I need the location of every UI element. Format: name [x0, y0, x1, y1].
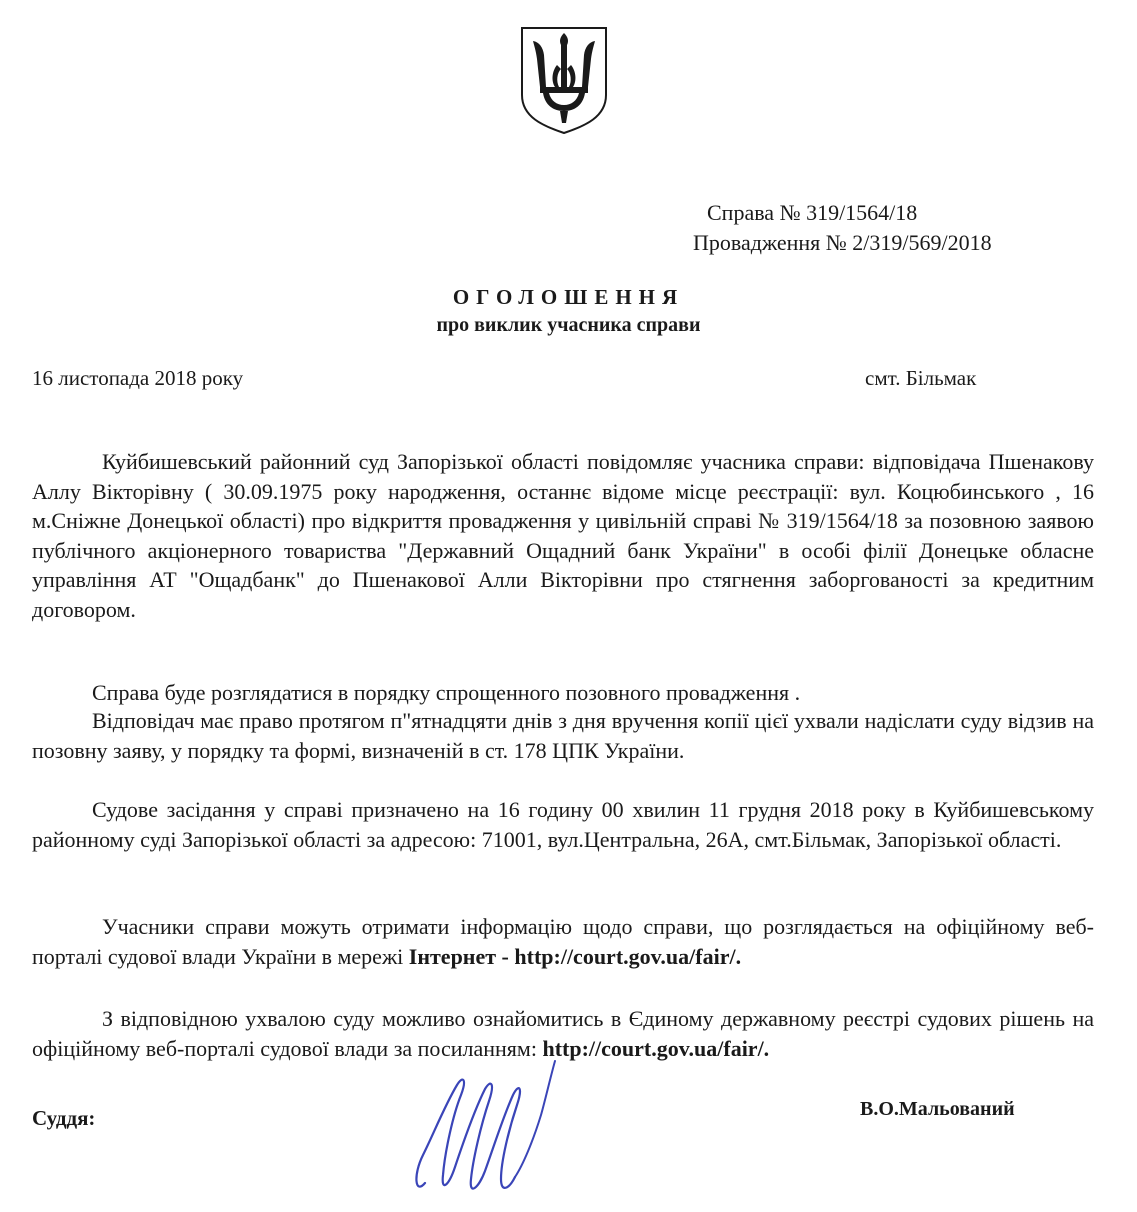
internet-link-text: Інтернет - http://court.gov.ua/fair/. [408, 943, 742, 969]
judge-name: В.О.Мальований [860, 1098, 1015, 1120]
paragraph-hearing: Судове засідання у справі призначено на 16 годину 00 хвилин 11 грудня 2018 року в Куйбишевському районному суді Запорізької області за адресою: 71001, вул.Центральна, 26А, смт.Більмак, Запорізької області. [32, 797, 1094, 852]
document-title: ОГОЛОШЕННЯ [452, 285, 685, 309]
judge-label: Суддя: [32, 1106, 96, 1130]
document-subtitle: про виклик учасника справи [436, 314, 701, 336]
paragraph-procedure: Справа буде розглядатися в порядку спрощенного позовного провадження . [92, 680, 801, 705]
paragraph-registry-text: З відповідною ухвалою суду можливо ознайомитись в Єдиному державному реєстрі судових рішень на офіційному веб-порталі судової влади за посиланням: [32, 1006, 1094, 1061]
proceeding-number: Провадження № 2/319/569/2018 [693, 230, 992, 255]
document-place: смт. Більмак [865, 366, 977, 390]
handwritten-signature-icon [405, 1055, 565, 1205]
registry-link-text: http://court.gov.ua/fair/. [542, 1035, 770, 1061]
document-date: 16 листопада 2018 року [32, 366, 244, 390]
paragraph-info-text: Учасники справи можуть отримати інформацію щодо справи, що розглядається на офіційному веб-порталі судової влади України в мережі [32, 914, 1094, 969]
paragraph-info [32, 912, 1094, 971]
trident-emblem-icon [519, 25, 609, 135]
paragraph-notice: Куйбишевський районний суд Запорізької області повідомляє учасника справи: відповідача Пшенакову Аллу Вікторівну ( 30.09.1975 року народження, останнє відоме місце реєстрації: вул. Коцюбинського , 16 м.Сніжне Донецької області) про відкриття провадження у цивільній справі № 319/1564/18 за позовною заявою публічного акціонерного товариства "Державний Ощадний банк України" в особі філії Донецьке обласне управління АТ "Ощадбанк" до Пшенакової Алли Вікторівни про стягнення заборгованості за кредитним договором. [32, 449, 1094, 622]
paragraph-defendant-rights: Відповідач має право протягом п"ятнадцяти днів з дня вручення копії цієї ухвали надіслати суду відзив на позовну заяву, у порядку та формі, визначеній в ст. 178 ЦПК України. [32, 708, 1094, 763]
case-number: Справа № 319/1564/18 [707, 200, 918, 225]
